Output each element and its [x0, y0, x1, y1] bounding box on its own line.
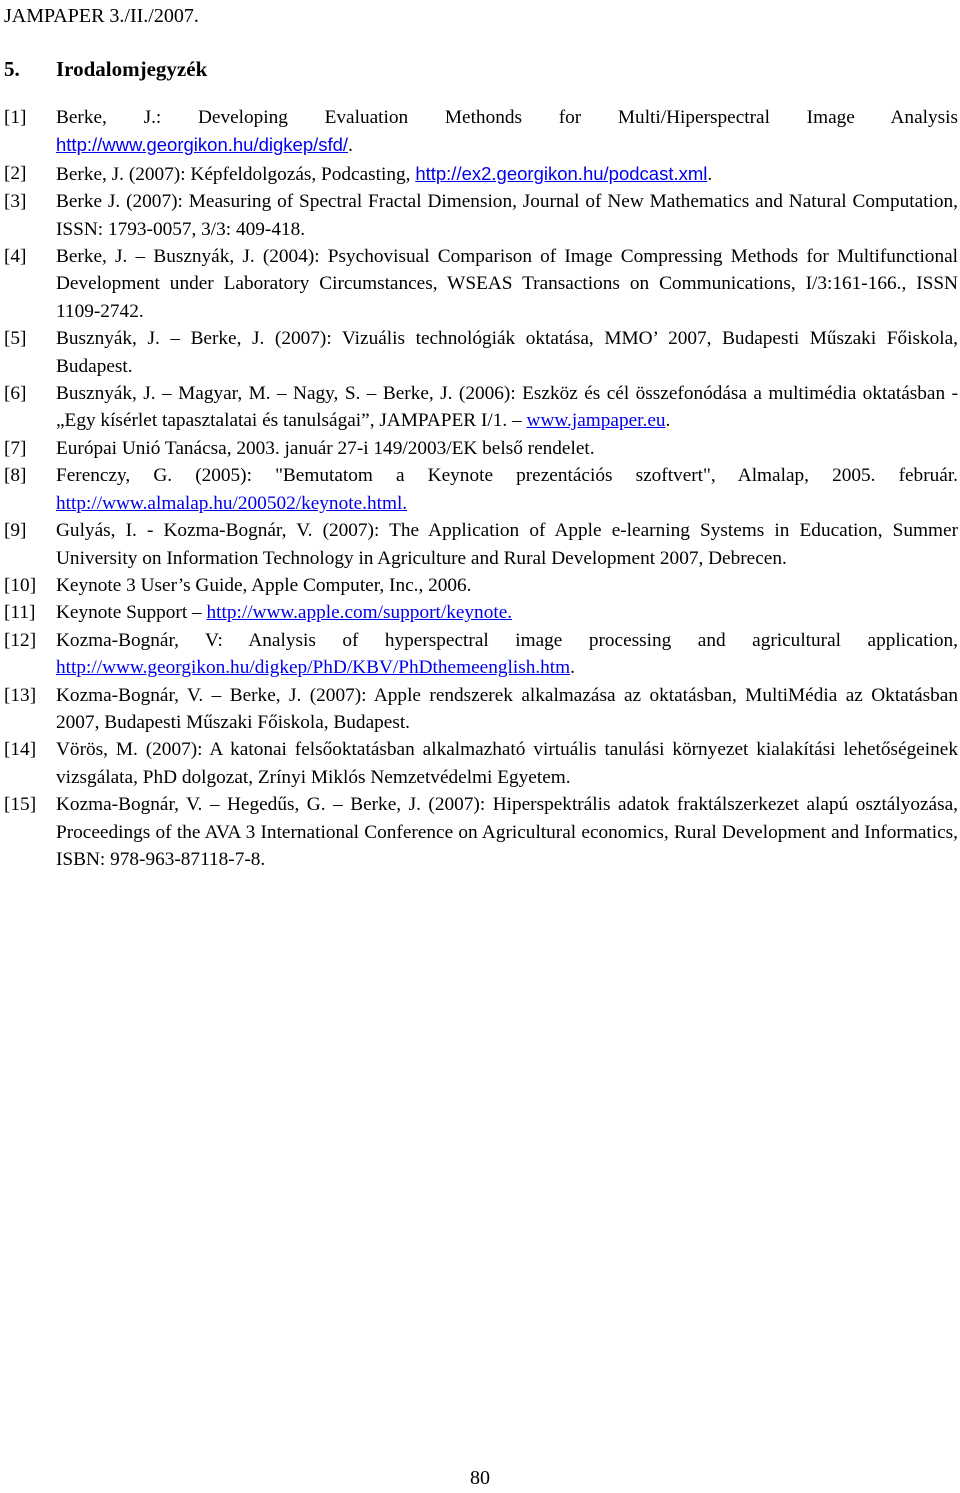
reference-text: Berke, J. (2007): Képfeldolgozás, Podcasting,: [56, 163, 416, 185]
reference-item: [0, 572, 958, 599]
reference-text: Gulyás, I. - Kozma-Bognár, V. (2007): The Application of Apple e-learning Systems in Education, Summer University on Information Technology in Agriculture and Rural Development 2007, Debrecen.: [56, 520, 958, 569]
reference-item: [0, 380, 958, 435]
reference-link[interactable]: http://www.georgikon.hu/digkep/sfd/: [56, 134, 349, 156]
reference-text: Berke, J. – Busznyák, J. (2004): Psychovisual Comparison of Image Compressing Methods for Multifunctional Development under Laboratory Circumstances, WSEAS Transactions on Communications, I/3:161-166., ISSN 1109-2742.: [56, 246, 958, 322]
reference-number: [1]: [4, 107, 27, 128]
reference-item: [0, 243, 958, 325]
reference-text: Ferenczy, G. (2005): "Bemutatom a Keynote prezentációs szoftvert", Almalap, 2005. február.: [56, 465, 958, 487]
reference-item: [0, 682, 958, 737]
reference-number: [10]: [4, 574, 37, 596]
section-heading: [4, 56, 207, 82]
reference-item: [0, 791, 958, 873]
reference-item: [0, 517, 958, 572]
reference-item: [0, 627, 958, 682]
reference-number: [11]: [4, 602, 36, 624]
reference-text: Vörös, M. (2007): A katonai felsőoktatásban alkalmazható virtuális tanulási környezet kialakítási lehetőségeinek vizsgálata, PhD dolgozat, Zrínyi Miklós Nemzetvédelmi Egyetem.: [56, 739, 958, 788]
reference-link[interactable]: http://www.almalap.hu/200502/keynote.html.: [56, 492, 408, 514]
reference-text: Berke J. (2007): Measuring of Spectral Fractal Dimension, Journal of New Mathematics and Natural Computation, ISSN: 1793-0057, 3/3: 409-418.: [56, 191, 958, 240]
reference-item: [0, 188, 958, 243]
reference-text: Kozma-Bognár, V. – Berke, J. (2007): Apple rendszerek alkalmazása az oktatásban, MultiMédia az Oktatásban 2007, Budapesti Műszaki Főiskola, Budapest.: [56, 684, 958, 733]
section-title: Irodalomjegyzék: [56, 57, 208, 81]
reference-item: [0, 435, 958, 462]
reference-text: .: [665, 410, 671, 432]
reference-number: [5]: [4, 328, 27, 350]
section-number: 5.: [4, 57, 20, 81]
reference-item: [0, 104, 958, 160]
reference-link[interactable]: http://www.georgikon.hu/digkep/PhD/KBV/PhDthemeenglish.htm: [56, 657, 571, 679]
reference-text: Európai Unió Tanácsa, 2003. január 27-i 149/2003/EK belső rendelet.: [56, 437, 595, 459]
reference-item: [0, 736, 958, 791]
reference-text: Busznyák, J. – Berke, J. (2007): Vizuális technológiák oktatása, MMO’ 2007, Budapesti Műszaki Főiskola, Budapest.: [56, 328, 958, 377]
reference-number: [14]: [4, 739, 37, 761]
reference-number: [8]: [4, 465, 27, 487]
reference-number: [2]: [4, 162, 27, 184]
reference-item: [0, 160, 958, 188]
reference-list: [0, 104, 958, 873]
reference-number: [3]: [4, 191, 27, 213]
reference-number: [4]: [4, 246, 27, 268]
reference-text: Kozma-Bognár, V: Analysis of hyperspectral image processing and agricultural application,: [56, 629, 958, 651]
reference-text: .: [570, 657, 575, 679]
reference-link[interactable]: www.jampaper.eu: [526, 410, 666, 432]
reference-number: [15]: [4, 794, 37, 816]
reference-link[interactable]: http://ex2.georgikon.hu/podcast.xml: [415, 162, 708, 184]
reference-number: [13]: [4, 684, 37, 706]
reference-text: Kozma-Bognár, V. – Hegedűs, G. – Berke, J. (2007): Hiperspektrális adatok fraktálszerkezet alapú osztályozása, Proceedings of the AVA 3 International Conference on Agricultural economics, Rural Development and Informatics, ISBN: 978-963-87118-7-8.: [56, 794, 958, 870]
reference-text: .: [707, 163, 713, 185]
reference-text: .: [348, 135, 353, 157]
reference-link[interactable]: http://www.apple.com/support/keynote.: [206, 602, 513, 624]
reference-number: [12]: [4, 629, 37, 651]
reference-item: [0, 325, 958, 380]
reference-text: Berke, J.: Developing Evaluation Methonds for Multi/Hiperspectral Image Analysis: [56, 107, 958, 128]
reference-number: [7]: [4, 437, 27, 459]
reference-text: Busznyák, J. – Magyar, M. – Nagy, S. – Berke, J. (2006): Eszköz és cél összefonódása a multimédia oktatásban -„Egy kísérlet tapasztalatai és tanulságai”, JAMPAPER I/1. –: [56, 383, 958, 432]
page-number: 80: [470, 1467, 490, 1489]
reference-item: [0, 599, 958, 626]
reference-text: Keynote 3 User’s Guide, Apple Computer, Inc., 2006.: [56, 574, 472, 596]
reference-text: Keynote Support –: [56, 602, 207, 624]
reference-number: [9]: [4, 520, 27, 542]
reference-number: [6]: [4, 383, 27, 405]
reference-item: [0, 462, 958, 517]
running-head: JAMPAPER 3./II./2007.: [4, 5, 199, 27]
